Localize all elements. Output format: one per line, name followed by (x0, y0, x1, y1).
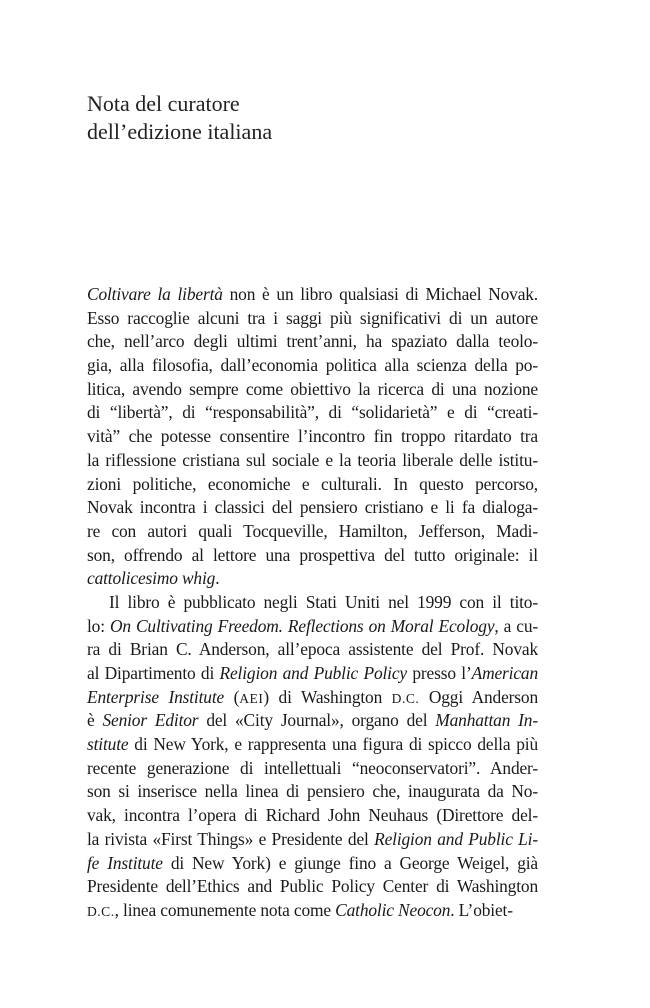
text-segment: del «City Journal», organo del (198, 710, 436, 731)
text-line (87, 520, 538, 544)
text-segment: re con autori quali Tocqueville, Hamilton, Jefferson, Madi- (87, 520, 538, 541)
text-line (87, 733, 538, 757)
text-line (87, 425, 538, 449)
text-segment: di New York, e rappresenta una figura di spicco della più (128, 734, 538, 755)
text-line (87, 686, 538, 710)
italic-text: Manhattan In- (435, 710, 538, 731)
text-segment: non è un libro qualsiasi di Michael Novak. (222, 284, 539, 304)
italic-text: Enterprise Institute (87, 686, 225, 707)
text-segment: la riflessione cristiana sul sociale e la teoria liberale delle istitu- (87, 449, 538, 470)
italic-text: Religion and Public Li- (374, 828, 539, 849)
text-segment: D.C. (87, 903, 115, 919)
text-line (87, 780, 538, 804)
italic-text: cattolicesimo whig (87, 568, 216, 589)
text-segment: son, offrendo al lettore una prospettiva del tutto originale: il (87, 544, 538, 565)
text-segment: . (215, 568, 220, 589)
text-segment: Esso raccoglie alcuni tra i saggi più significativi di un autore (87, 307, 538, 328)
italic-text: Coltivare la libertà (87, 284, 223, 304)
text-line (87, 307, 538, 331)
heading-line-2: dell’edizione italiana (87, 119, 273, 144)
text-line (87, 354, 538, 378)
italic-text: Catholic Neocon (335, 899, 451, 920)
text-segment: al Dipartimento di (87, 663, 220, 683)
text-segment: D.C. (391, 690, 420, 706)
text-line (87, 615, 538, 639)
text-line (87, 804, 538, 828)
body-text (87, 283, 538, 923)
italic-text: Senior Editor (102, 710, 199, 731)
text-segment: ra di Brian C. Anderson, all’epoca assistente del Prof. Novak (87, 639, 538, 660)
text-line (87, 852, 538, 876)
italic-text: American (471, 663, 539, 683)
text-segment: recente generazione di intellettuali “neoconservatori”. Ander- (87, 757, 538, 778)
text-line (87, 330, 538, 354)
text-segment: , linea comunemente nota come (114, 899, 336, 920)
text-line (87, 757, 538, 781)
text-line (87, 567, 538, 591)
text-segment: ) di Washington (263, 686, 392, 707)
text-segment: Presidente dell’Ethics and Public Policy Center di Washington (87, 876, 538, 897)
text-segment: son si inserisce nella linea di pensiero che, inaugurata da No- (87, 781, 538, 802)
italic-text: Religion and Public Policy (219, 663, 407, 683)
text-line (87, 473, 538, 497)
text-segment: , a cu- (494, 615, 539, 636)
text-segment: Novak incontra i classici del pensiero cristiano e li fa dialoga- (87, 497, 538, 518)
text-segment: lo: (87, 615, 110, 636)
text-segment: Il libro è pubblicato negli Stati Uniti nel 1999 con il tito- (109, 591, 538, 612)
text-segment: AEI (239, 690, 264, 706)
text-line (87, 496, 538, 520)
text-line (87, 709, 538, 733)
text-line (87, 638, 538, 662)
text-line (87, 378, 538, 402)
text-line (87, 591, 538, 615)
text-segment: vak, incontra l’opera di Richard John Neuhaus (Direttore del- (87, 805, 538, 826)
text-segment: zioni politiche, economiche e culturali. In questo percorso, (87, 473, 538, 494)
text-segment: presso l’ (407, 663, 472, 683)
text-segment: la rivista «First Things» e Presidente del (87, 828, 375, 849)
text-line (87, 828, 538, 852)
text-segment: . L’obiet- (450, 899, 513, 920)
text-line (87, 449, 538, 473)
text-segment: di New York) e giunge fino a George Weigel, già (162, 852, 539, 873)
heading-line-1: Nota del curatore (87, 91, 240, 116)
text-line (87, 662, 538, 686)
text-line (87, 401, 538, 425)
text-segment: di “libertà”, di “responsabilità”, di “solidarietà” e di “creati- (87, 402, 538, 423)
text-segment: vità” che potesse consentire l’incontro fin troppo ritardato tra (87, 426, 538, 447)
text-line (87, 283, 538, 307)
text-segment: è (87, 710, 103, 731)
text-line (87, 899, 538, 923)
chapter-heading (87, 90, 272, 146)
text-line (87, 875, 538, 899)
italic-text: fe Institute (87, 852, 163, 873)
text-segment: Oggi Anderson (419, 686, 538, 707)
italic-text: On Cultivating Freedom. Reflections on Moral Ecology (109, 615, 495, 636)
text-segment: litica, avendo sempre come obiettivo la ricerca di una nozione (87, 378, 538, 399)
text-segment: gia, alla filosofia, dall’economia politica alla scienza della po- (87, 355, 538, 376)
text-segment: che, nell’arco degli ultimi trent’anni, ha spaziato dalla teolo- (87, 331, 538, 352)
text-segment: ( (224, 686, 240, 707)
italic-text: stitute (87, 734, 129, 755)
text-line (87, 544, 538, 568)
